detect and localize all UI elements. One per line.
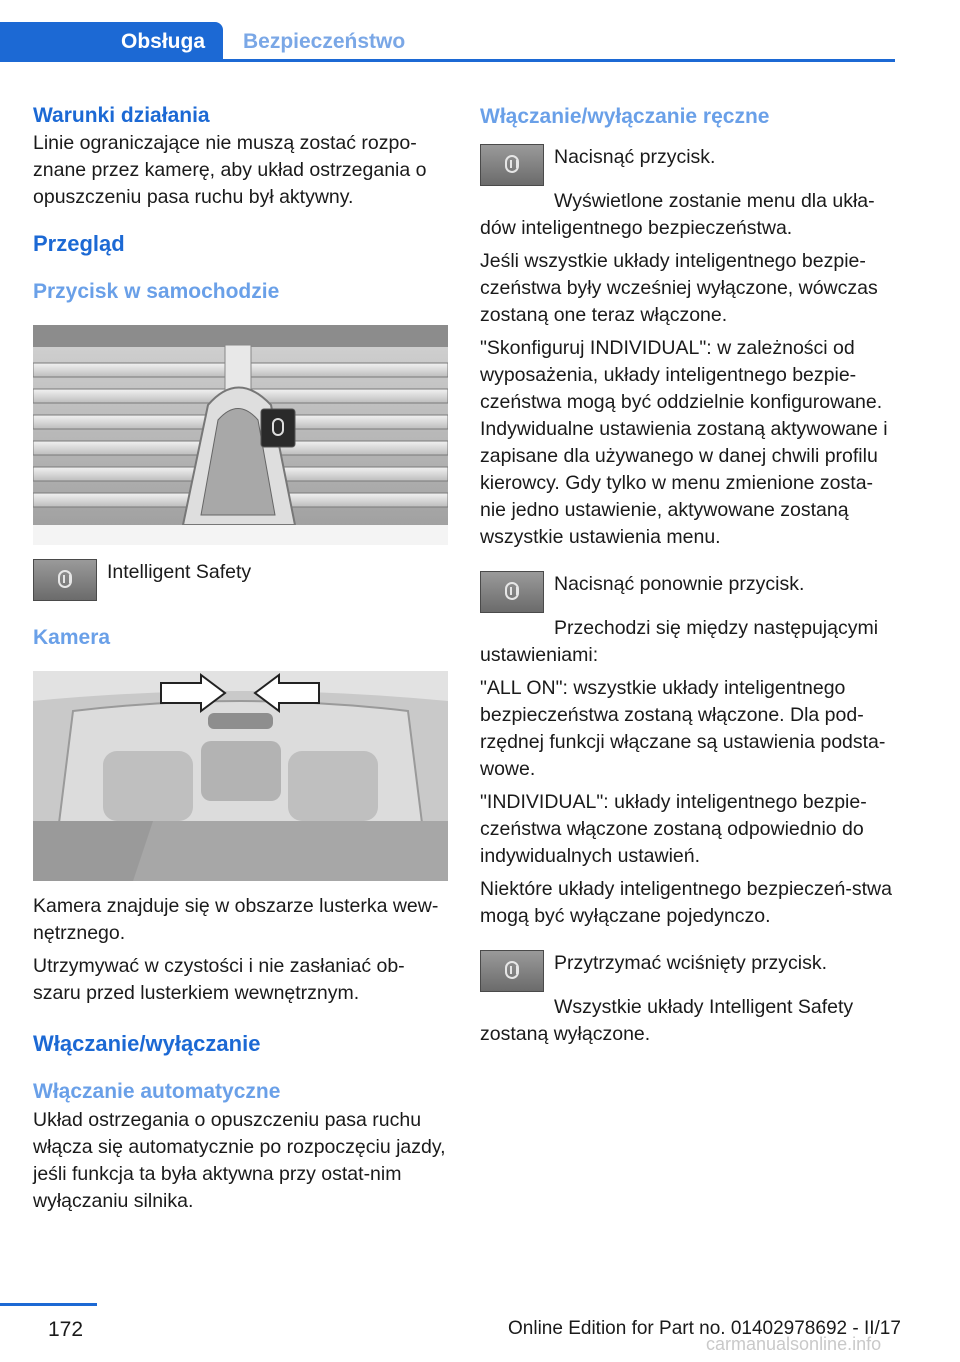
- button-legend: [33, 559, 448, 601]
- button-photo: [33, 325, 448, 545]
- heading-automatyczne: Włączanie automatyczne: [33, 1080, 281, 1103]
- step-text: Nacisnąć przycisk.: [554, 146, 716, 168]
- edition-note: Online Edition for Part no. 01402978692 - II/17: [508, 1318, 901, 1339]
- paragraph: Kamera znajduje się w obszarze lusterka wew-nętrznego.: [33, 895, 439, 944]
- paragraph: Wszystkie układy Intelligent Safety zostaną wyłączone.: [480, 996, 854, 1045]
- paragraph: Wyświetlone zostanie menu dla ukła-dów inteligentnego bezpieczeństwa.: [480, 190, 875, 239]
- paragraph: "ALL ON": wszystkie układy inteligentnego bezpieczeństwa zostaną włączone. Dla pod-rzędnej funkcji włączane są ustawienia podsta-wowe.: [480, 677, 886, 780]
- paragraph: Układ ostrzegania o opuszczeniu pasa ruchu włącza się automatycznie po rozpoczęciu jazdy, jeśli funkcja ta była aktywna przy ostat-nim wyłączaniu silnika.: [33, 1109, 446, 1212]
- step-hold-button: [480, 950, 895, 992]
- paragraph: Utrzymywać w czystości i nie zasłaniać ob-szaru przed lusterkiem wewnętrznym.: [33, 955, 405, 1004]
- heading-warunki: Warunki działania: [33, 104, 210, 127]
- intelligent-safety-button-icon: [480, 144, 544, 186]
- right-column: [480, 102, 895, 1054]
- paragraph: "INDIVIDUAL": układy inteligentnego bezpie-czeństwa włączone zostaną odpowiednio do indywidualnych ustawień.: [480, 791, 867, 867]
- footer-accent-bar: [0, 1303, 97, 1306]
- watermark: carmanualsonline.info: [706, 1334, 882, 1354]
- step-press-button: [480, 144, 895, 186]
- intelligent-safety-button-icon: [480, 950, 544, 992]
- button-caption: Intelligent Safety: [107, 561, 252, 583]
- heading-reczne: Włączanie/wyłączanie ręczne: [480, 105, 770, 128]
- heading-kamera: Kamera: [33, 626, 111, 649]
- paragraph: "Skonfiguruj INDIVIDUAL": w zależności od wyposażenia, układy inteligentnego bezpie-czeństwa mogą być oddzielnie konfigurowane. Indywidualne ustawienia zostaną aktywowane i zapisane dla używanego w danej chwili profilu kierowcy. Gdy tylko w menu zmienione zosta-nie jedno ustawienie, aktywowane zostaną wszystkie ustawienia menu.: [480, 337, 888, 548]
- step-text: Nacisnąć ponownie przycisk.: [554, 573, 805, 595]
- heading-przeglad: Przegląd: [33, 231, 125, 256]
- paragraph: Jeśli wszystkie układy inteligentnego bezpie-czeństwa były wcześniej wyłączone, wówczas zostaną one teraz włączone.: [480, 250, 878, 326]
- intelligent-safety-button-icon: [480, 571, 544, 613]
- camera-photo: [33, 671, 448, 881]
- paragraph: Linie ograniczające nie muszą zostać rozpo-znane przez kamerę, aby układ ostrzegania o opuszczeniu pasa ruchu był aktywny.: [33, 132, 427, 208]
- tab-underline: [223, 59, 895, 62]
- section-tabs: [0, 22, 895, 62]
- heading-wlaczanie: Włączanie/wyłączanie: [33, 1031, 261, 1056]
- paragraph: Przechodzi się między następującymi ustawieniami:: [480, 617, 879, 666]
- page-number: 172: [48, 1318, 84, 1341]
- step-press-again: [480, 571, 895, 613]
- intelligent-safety-button-icon: [33, 559, 97, 601]
- step-text: Przytrzymać wciśnięty przycisk.: [554, 952, 828, 974]
- heading-przycisk: Przycisk w samochodzie: [33, 280, 280, 303]
- tab-obsluga[interactable]: Obsługa: [0, 22, 223, 62]
- paragraph: Niektóre układy inteligentnego bezpieczeń-stwa mogą być wyłączane pojedynczo.: [480, 878, 892, 927]
- tab-bezpieczenstwo[interactable]: Bezpieczeństwo: [243, 30, 406, 53]
- camera-location-illustration: [33, 671, 448, 881]
- left-column: [33, 102, 448, 1221]
- dashboard-button-illustration: [33, 325, 448, 545]
